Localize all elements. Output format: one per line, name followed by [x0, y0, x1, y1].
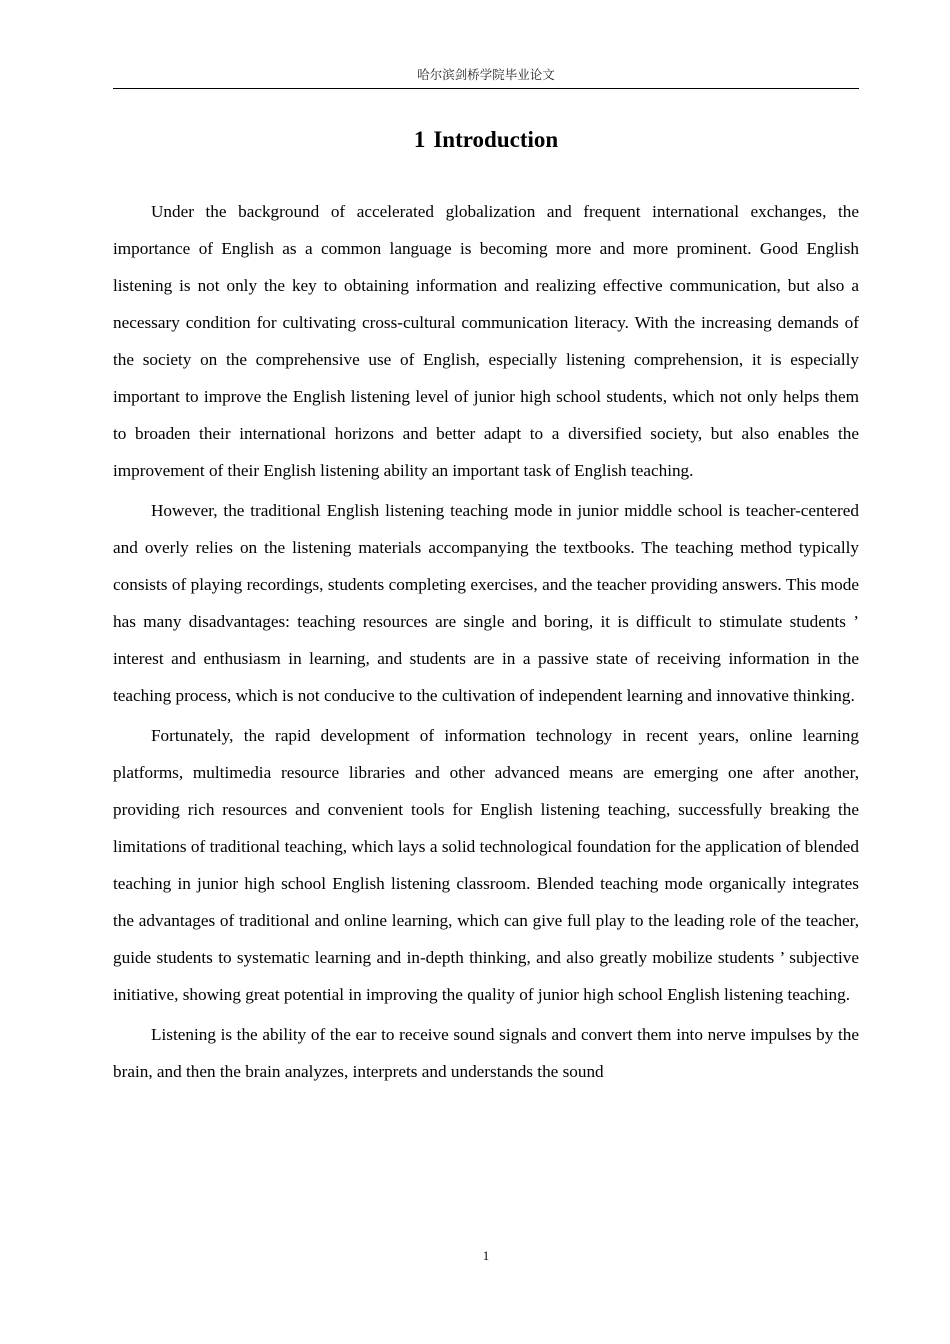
body-text [113, 193, 859, 1093]
paragraph-3: Fortunately, the rapid development of information technology in recent years, online learning platforms, multimedia resource libraries and other advanced means are emerging one after another, providing rich resources and convenient tools for English listening teaching, successfully breaking the limitations of traditional teaching, which lays a solid technological foundation for the application of blended teaching in junior high school English listening classroom. Blended teaching mode organically integrates the advantages of traditional and online learning, which can give full play to the leading role of the teacher, guide students to systematic learning and in-depth thinking, and also greatly mobilize students ’ subjective initiative, showing great potential in improving the quality of junior high school English listening teaching. [113, 726, 859, 1004]
paragraph-2: However, the traditional English listening teaching mode in junior middle school is teacher-centered and overly relies on the listening materials accompanying the textbooks. The teaching method typically consists of playing recordings, students completing exercises, and the teacher providing answers. This mode has many disadvantages: teaching resources are single and boring, it is difficult to stimulate students ’ interest and enthusiasm in learning, and students are in a passive state of receiving information in the teaching process, which is not conducive to the cultivation of independent learning and innovative thinking. [113, 501, 859, 705]
page-number: 1 [482, 1249, 490, 1263]
header-title: 哈尔滨剑桥学院毕业论文 [417, 67, 555, 82]
section-number: 1 [413, 127, 426, 152]
paragraph-4: Listening is the ability of the ear to receive sound signals and convert them into nerve impulses by the brain, and then the brain analyzes, interprets and understands the sound [113, 1025, 859, 1081]
section-heading [113, 124, 859, 156]
page-header [113, 66, 859, 89]
section-title-text: Introduction [433, 127, 559, 152]
paragraph-1: Under the background of accelerated globalization and frequent international exchanges, the importance of English as a common language is becoming more and more prominent. Good English listening is not only the key to obtaining information and realizing effective communication, but also a necessary condition for cultivating cross-cultural communication literacy. With the increasing demands of the society on the comprehensive use of English, especially listening comprehension, it is especially important to improve the English listening level of junior high school students, which not only helps them to broaden their international horizons and better adapt to a diversified society, but also enables the improvement of their English listening ability an important task of English teaching. [113, 202, 859, 480]
